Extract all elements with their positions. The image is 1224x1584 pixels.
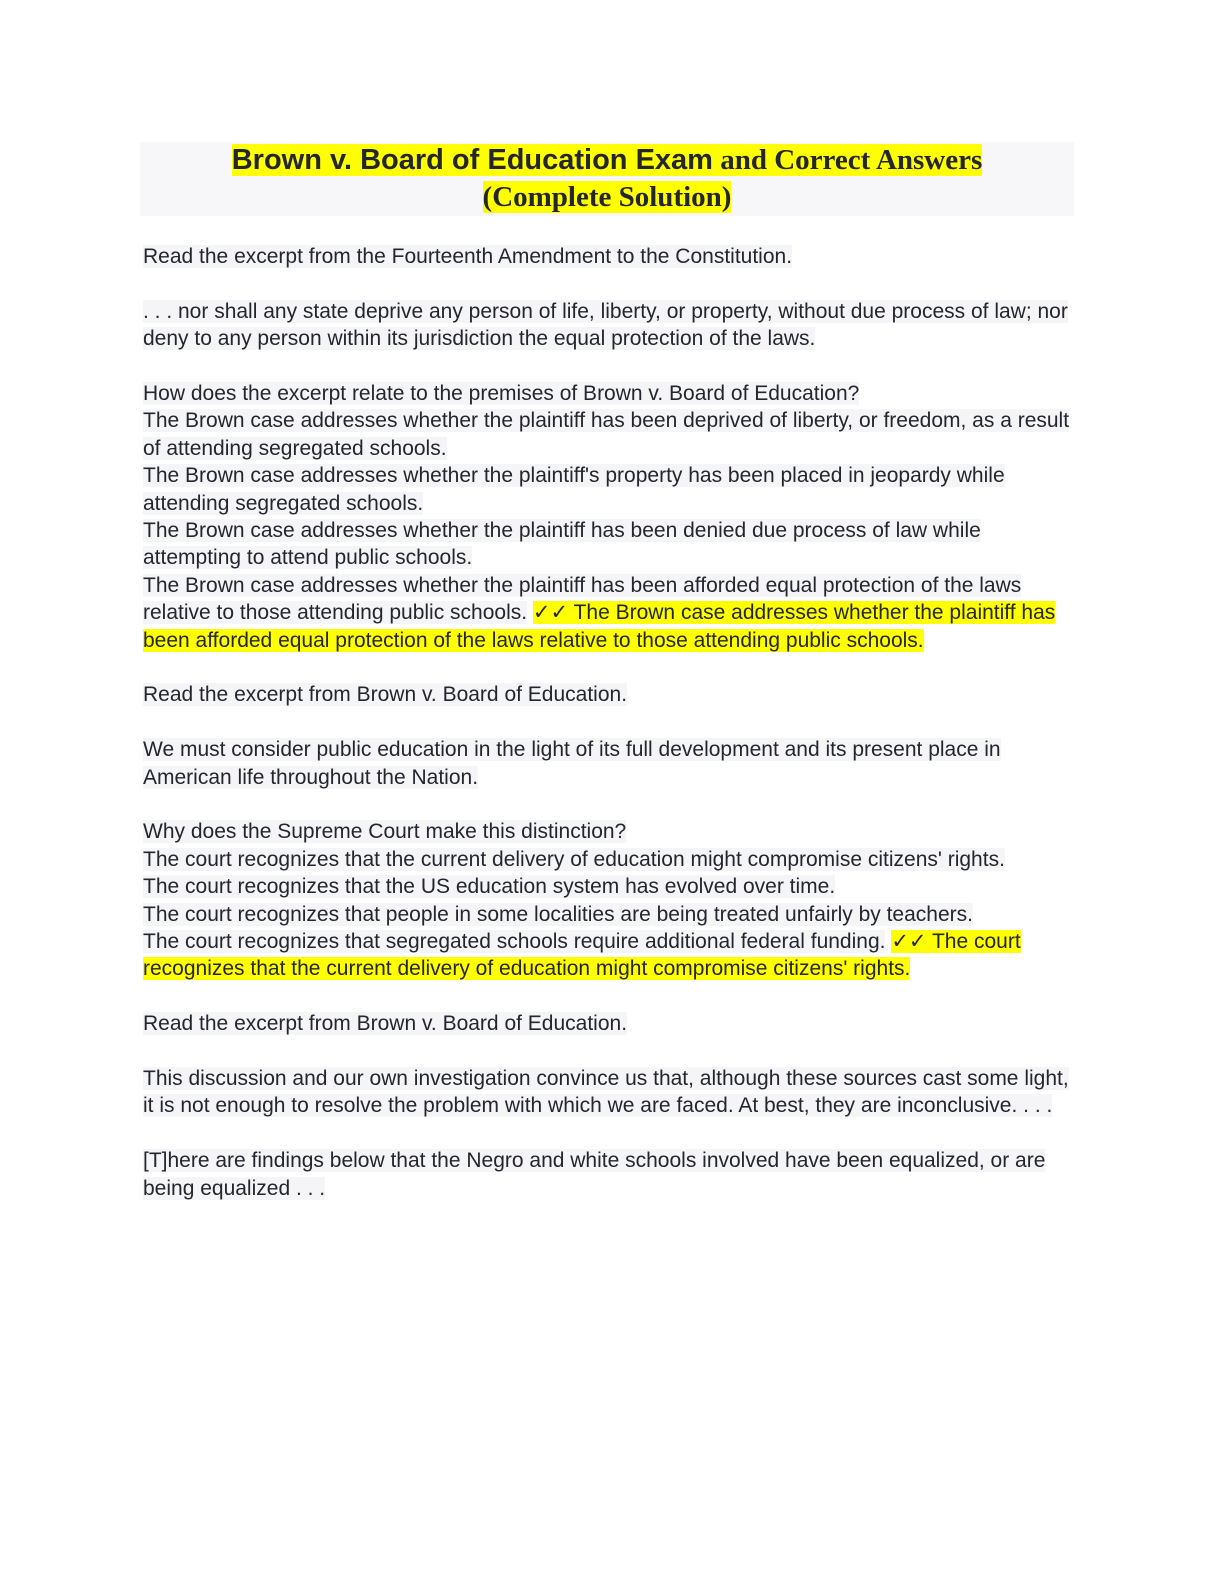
q2-intro: Read the excerpt from Brown v. Board of Education. [143, 683, 628, 707]
title-line-2 [140, 179, 1074, 216]
q1-option-3: The Brown case addresses whether the plaintiff has been denied due process of law while attempting to attend public schools. [143, 519, 981, 570]
q2-option-3: The court recognizes that people in some localities are being treated unfairly by teachers. [143, 902, 973, 926]
q1-intro: Read the excerpt from the Fourteenth Amendment to the Constitution. [143, 245, 793, 268]
title-line-1 [140, 142, 1074, 179]
title-part-2: and Correct Answers [712, 144, 983, 176]
q1-answer: ✓✓ The Brown case addresses whether the plaintiff has been afforded equal protection of the laws relative to those attending public schools. [143, 601, 1056, 652]
q3-excerpt-1: This discussion and our own investigation convince us that, although these sources cast some light, it is not enough to resolve the problem with which we are faced. At best, they are inconclusive. . . . [143, 1067, 1069, 1118]
q1-option-2: The Brown case addresses whether the plaintiff's property has been placed in jeopardy while attending segregated schools. [143, 464, 1005, 515]
title-part-1: Brown v. Board of Education Exam [231, 144, 713, 176]
q1-option-4: The Brown case addresses whether the plaintiff has been afforded equal protection of the laws relative to those attending public schools. [143, 573, 1022, 625]
q2-question: Why does the Supreme Court make this distinction? [143, 820, 627, 844]
q1-excerpt: . . . nor shall any state deprive any person of life, liberty, or property, without due process of law; nor deny to any person within its jurisdiction the equal protection of the laws. [143, 299, 1068, 351]
q2-option-1: The court recognizes that the current delivery of education might compromise citizens' rights. [143, 847, 1005, 871]
q2-option-4-with-answer [143, 928, 1083, 983]
title-subtitle: (Complete Solution) [482, 181, 732, 213]
q2-option-2: The court recognizes that the US education system has evolved over time. [143, 875, 836, 899]
document-body [143, 243, 1083, 1229]
q2-option-4: The court recognizes that segregated schools require additional federal funding. [143, 930, 886, 954]
q1-option-1: The Brown case addresses whether the plaintiff has been deprived of liberty, or freedom, as a result of attending segregated schools. [143, 409, 1070, 460]
q2-block [143, 818, 1083, 982]
q3-intro: Read the excerpt from Brown v. Board of Education. [143, 1012, 628, 1036]
q3-excerpt-2: [T]here are findings below that the Negro and white schools involved have been equalized, or are being equalized . . . [143, 1149, 1046, 1200]
q1-block [143, 380, 1083, 654]
q1-option-4-with-answer [143, 572, 1083, 654]
document-title [140, 142, 1074, 216]
q2-excerpt: We must consider public education in the light of its full development and its present place in American life throughout the Nation. [143, 738, 1001, 789]
q1-question: How does the excerpt relate to the premises of Brown v. Board of Education? [143, 382, 860, 405]
q2-answer: ✓✓ The court recognizes that the current delivery of education might compromise citizens' rights. [143, 930, 1021, 981]
